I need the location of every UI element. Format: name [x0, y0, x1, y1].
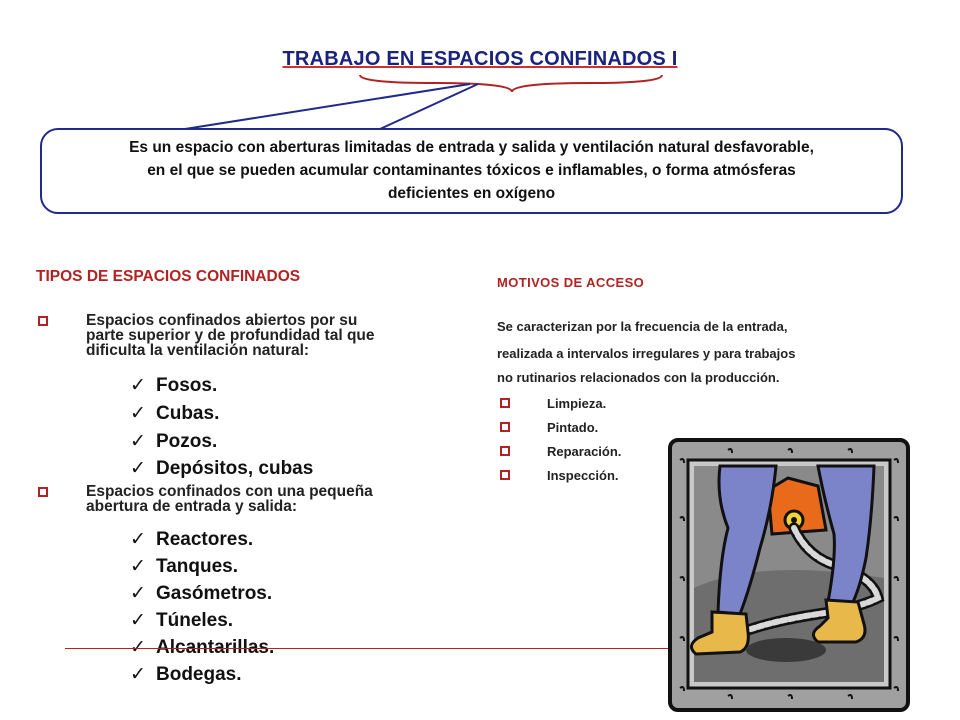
list-item [130, 555, 238, 578]
motivos-heading: MOTIVOS DE ACCESO [497, 275, 645, 290]
list-item [130, 609, 233, 632]
divider-line [65, 648, 677, 649]
check-icon: ✓ [130, 637, 146, 658]
list-item-label: Pozos. [156, 431, 218, 452]
check-icon: ✓ [130, 431, 146, 452]
definition-line: en el que se pueden acumular contaminantes tóxicos e inflamables, o forma atmósferas [147, 162, 796, 179]
check-icon: ✓ [130, 375, 146, 396]
square-bullet-icon [500, 446, 510, 456]
list-item-label: Bodegas. [156, 664, 242, 685]
list-item [130, 528, 253, 551]
group1-description [86, 313, 375, 358]
motivos-line: Se caracterizan por la frecuencia de la entrada, [497, 319, 788, 334]
list-item-label: Cubas. [156, 403, 220, 424]
definition-line: Es un espacio con aberturas limitadas de entrada y salida y ventilación natural desfavorable, [129, 139, 814, 156]
list-item-label: Tanques. [156, 556, 238, 577]
title-brace [360, 75, 662, 92]
list-item-label: Túneles. [156, 610, 234, 631]
list-item [130, 663, 242, 686]
square-bullet-icon [500, 398, 510, 408]
check-icon: ✓ [130, 556, 146, 577]
motivos-item: Reparación. [547, 444, 622, 459]
list-item-label: Fosos. [156, 375, 218, 396]
list-item [130, 374, 217, 397]
check-icon: ✓ [130, 403, 146, 424]
list-item [130, 430, 217, 453]
floor-puddle [746, 638, 826, 662]
check-icon: ✓ [130, 583, 146, 604]
definition-line: deficientes en oxígeno [387, 185, 556, 202]
motivos-line: no rutinarios relacionados con la producción. [497, 370, 780, 385]
callout-line-left [185, 84, 470, 129]
square-bullet-icon [500, 470, 510, 480]
group2-description [86, 484, 373, 514]
motivos-item: Limpieza. [547, 396, 607, 411]
group1-line: dificulta la ventilación natural: [86, 342, 310, 359]
list-item [130, 582, 272, 605]
check-icon: ✓ [130, 610, 146, 631]
check-icon: ✓ [130, 458, 146, 479]
square-bullet-icon [38, 316, 48, 326]
list-item-label: Reactores. [156, 529, 254, 550]
tipos-heading: TIPOS DE ESPACIOS CONFINADOS [36, 268, 301, 285]
page-title: TRABAJO EN ESPACIOS CONFINADOS I [282, 48, 678, 70]
manhole-worker-illustration [668, 438, 910, 712]
group1-line: parte superior y de profundidad tal que [86, 327, 375, 344]
motivos-line: realizada a intervalos irregulares y para trabajos [497, 346, 796, 361]
check-icon: ✓ [130, 529, 146, 550]
square-bullet-icon [500, 422, 510, 432]
definition-box [40, 128, 903, 214]
callout-line-right [380, 84, 478, 129]
motivos-item: Pintado. [547, 420, 599, 435]
motivos-item: Inspección. [547, 468, 619, 483]
list-item-label: Gasómetros. [156, 583, 273, 604]
square-bullet-icon [38, 487, 48, 497]
group2-line: abertura de entrada y salida: [86, 498, 298, 515]
group2-line: Espacios confinados con una pequeña [86, 483, 373, 500]
list-item-label: Depósitos, cubas [156, 458, 314, 479]
list-item [130, 402, 219, 425]
group1-line: Espacios confinados abiertos por su [86, 312, 358, 329]
check-icon: ✓ [130, 664, 146, 685]
list-item-label: Alcantarillas. [156, 637, 275, 658]
list-item [130, 457, 313, 480]
